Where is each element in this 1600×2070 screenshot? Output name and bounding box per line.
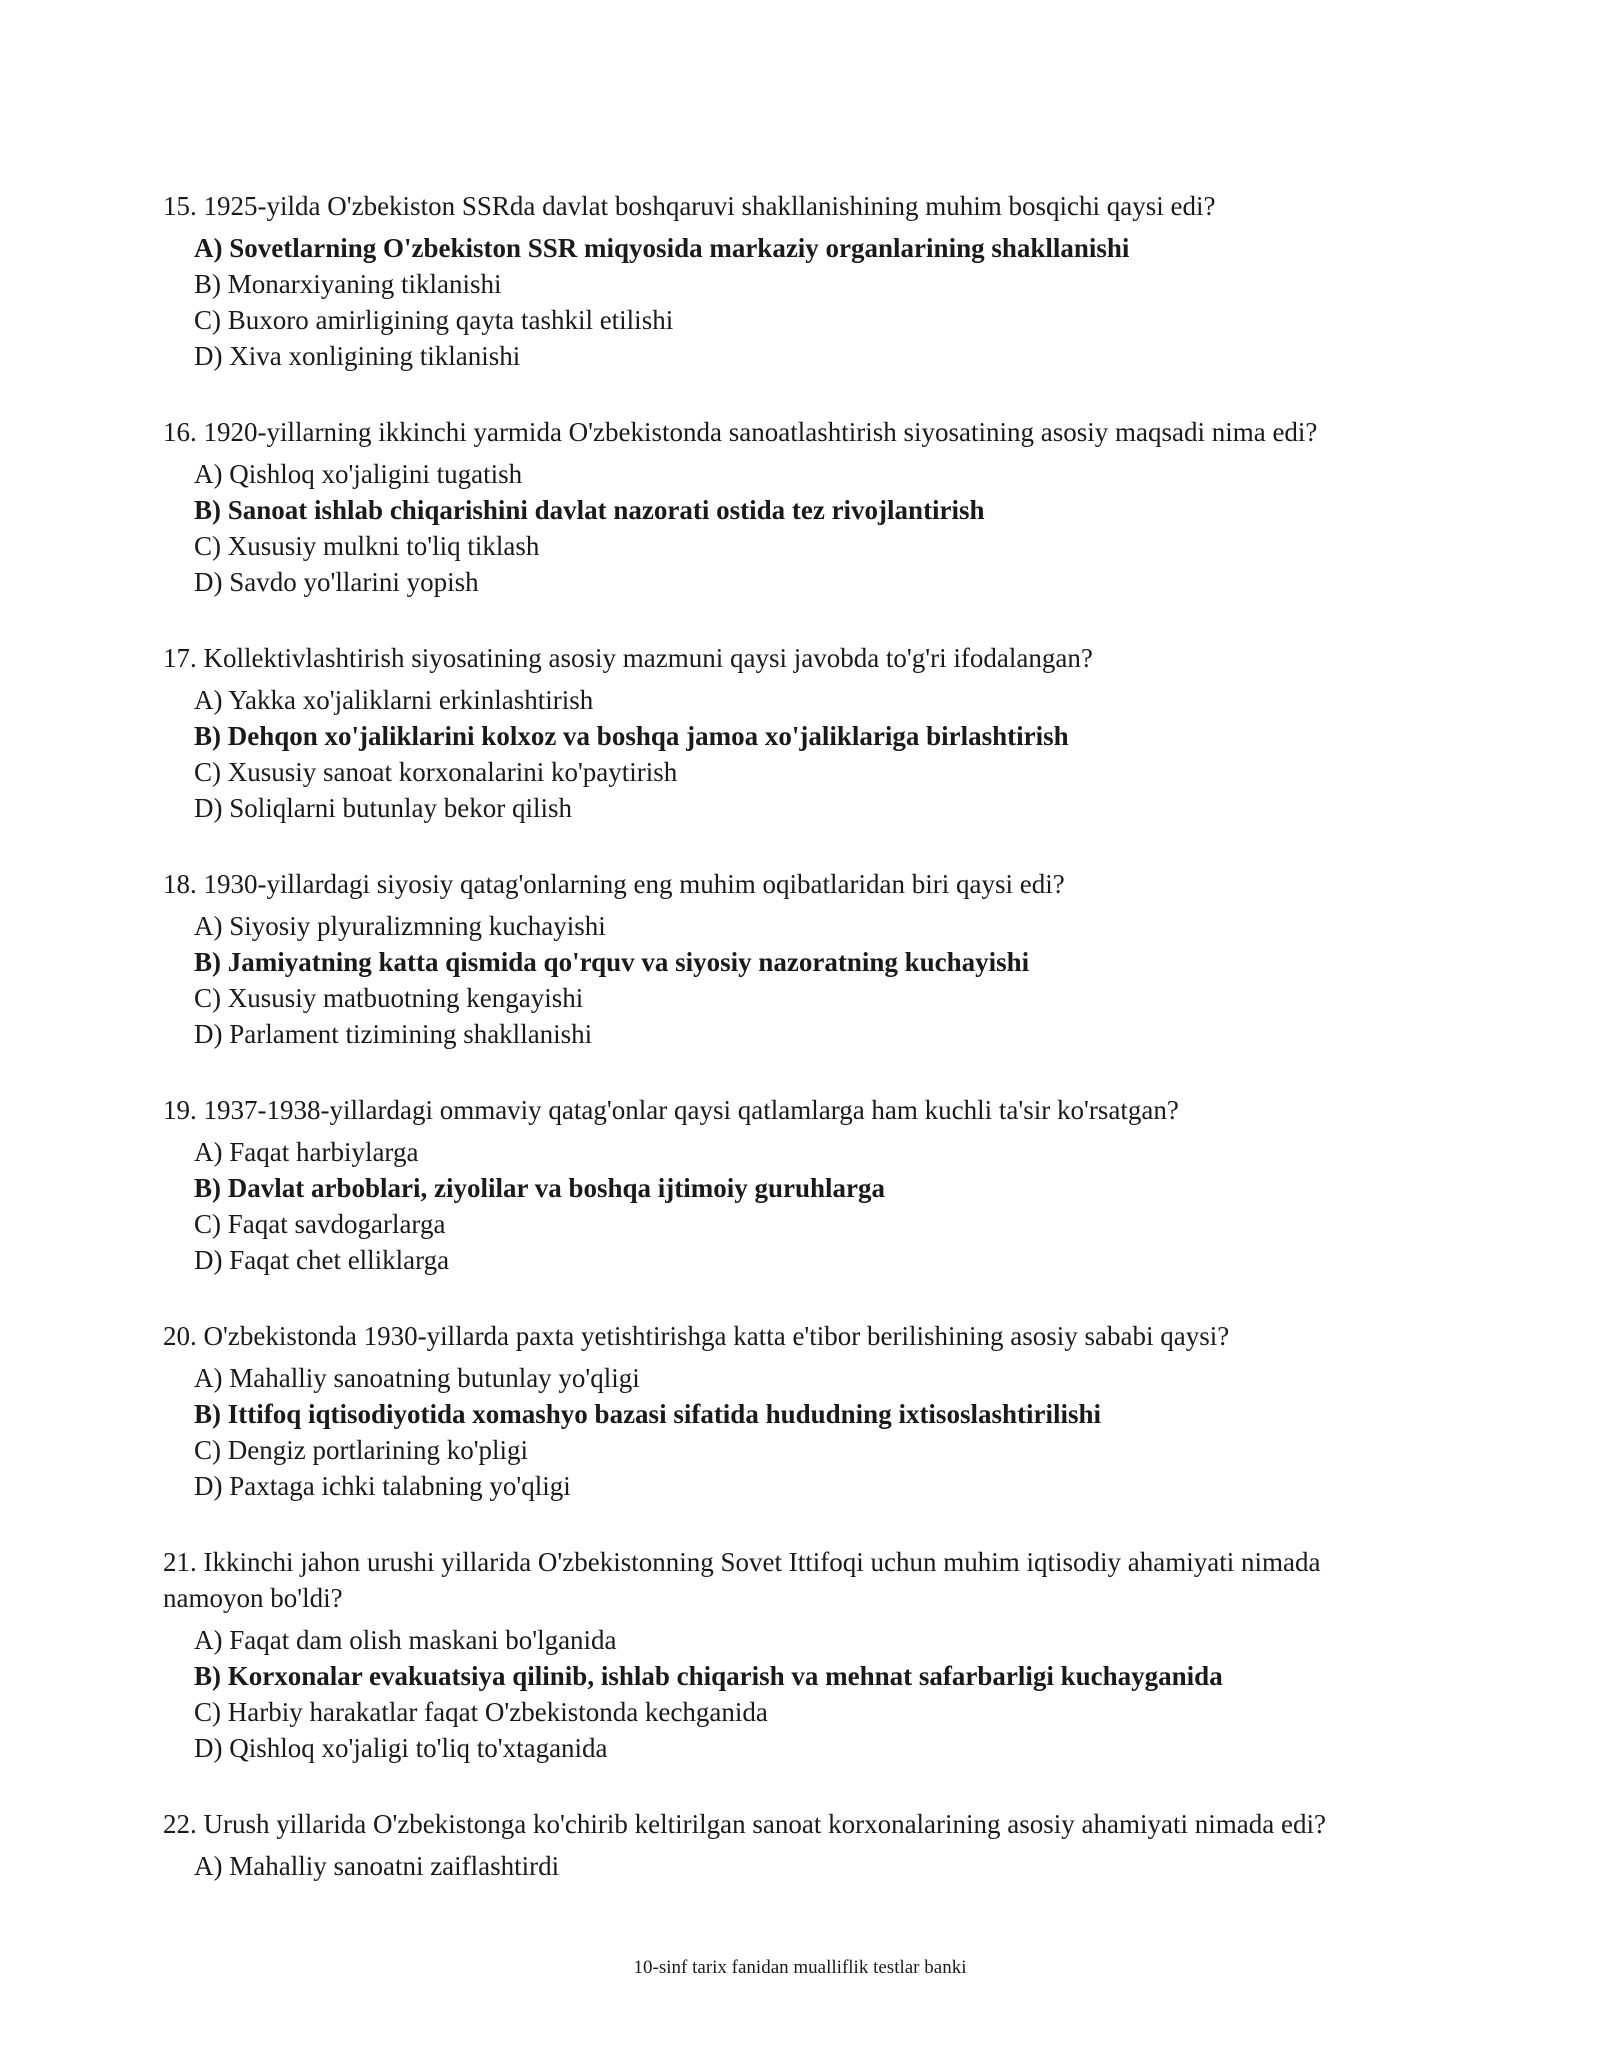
question-20 [163, 1318, 1423, 1504]
option-c: C) Dengiz portlarining ko'pligi [194, 1435, 529, 1465]
question-text: 20. O'zbekistonda 1930-yillarda paxta yetishtirishga katta e'tibor berilishining asosiy sababi qaysi? [163, 1321, 1230, 1351]
option-b: B) Sanoat ishlab chiqarishini davlat nazorati ostida tez rivojlantirish [194, 495, 985, 525]
option-a: A) Yakka xo'jaliklarni erkinlashtirish [194, 685, 594, 715]
option-c: C) Xususiy mulkni to'liq tiklash [194, 531, 540, 561]
option-d: D) Soliqlarni butunlay bekor qilish [194, 793, 572, 823]
option-a: A) Mahalliy sanoatning butunlay yo'qligi [194, 1363, 640, 1393]
question-21 [163, 1544, 1423, 1766]
question-19 [163, 1092, 1423, 1278]
option-c: C) Faqat savdogarlarga [194, 1209, 446, 1239]
answer-options [163, 1622, 1423, 1766]
answer-options [163, 682, 1423, 826]
option-b: B) Monarxiyaning tiklanishi [194, 269, 502, 299]
question-text: 18. 1930-yillardagi siyosiy qatag'onlarning eng muhim oqibatlaridan biri qaysi edi? [163, 869, 1065, 899]
question-text: 21. Ikkinchi jahon urushi yillarida O'zbekistonning Sovet Ittifoqi uchun muhim iqtisodiy ahamiyati nimada namoyon bo'ldi? [163, 1547, 1321, 1613]
option-c: C) Xususiy matbuotning kengayishi [194, 983, 584, 1013]
question-text: 17. Kollektivlashtirish siyosatining asosiy mazmuni qaysi javobda to'g'ri ifodalangan? [163, 643, 1093, 673]
option-b: B) Korxonalar evakuatsiya qilinib, ishlab chiqarish va mehnat safarbarligi kuchayganida [194, 1661, 1223, 1691]
page-footer: 10-sinf tarix fanidan mualliflik testlar banki [633, 1957, 967, 1978]
question-17 [163, 640, 1423, 826]
answer-options [163, 908, 1423, 1052]
question-15 [163, 188, 1423, 374]
answer-options [163, 230, 1423, 374]
option-c: C) Harbiy harakatlar faqat O'zbekistonda kechganida [194, 1697, 768, 1727]
question-text: 19. 1937-1938-yillardagi ommaviy qatag'onlar qaysi qatlamlarga ham kuchli ta'sir ko'rsatgan? [163, 1095, 1179, 1125]
option-a: A) Mahalliy sanoatni zaiflashtirdi [194, 1851, 560, 1881]
answer-options [163, 456, 1423, 600]
answer-options [163, 1360, 1423, 1504]
option-b: B) Dehqon xo'jaliklarini kolxoz va boshqa jamoa xo'jaliklariga birlashtirish [194, 721, 1069, 751]
option-a: A) Siyosiy plyuralizmning kuchayishi [194, 911, 606, 941]
option-a: A) Sovetlarning O'zbekiston SSR miqyosida markaziy organlarining shakllanishi [194, 233, 1130, 263]
option-d: D) Qishloq xo'jaligi to'liq to'xtaganida [194, 1733, 608, 1763]
option-d: D) Xiva xonligining tiklanishi [194, 341, 521, 371]
answer-options [163, 1848, 1423, 1884]
option-b: B) Davlat arboblari, ziyolilar va boshqa ijtimoiy guruhlarga [194, 1173, 886, 1203]
option-d: D) Savdo yo'llarini yopish [194, 567, 479, 597]
question-text: 16. 1920-yillarning ikkinchi yarmida O'zbekistonda sanoatlashtirish siyosatining asosiy maqsadi nima edi? [163, 417, 1318, 447]
option-a: A) Faqat dam olish maskani bo'lganida [194, 1625, 617, 1655]
test-document [163, 188, 1423, 1924]
option-b: B) Ittifoq iqtisodiyotida xomashyo bazasi sifatida hududning ixtisoslashtirilishi [194, 1399, 1101, 1429]
option-c: C) Buxoro amirligining qayta tashkil etilishi [194, 305, 674, 335]
option-d: D) Paxtaga ichki talabning yo'qligi [194, 1471, 571, 1501]
option-a: A) Faqat harbiylarga [194, 1137, 419, 1167]
option-d: D) Faqat chet elliklarga [194, 1245, 450, 1275]
option-d: D) Parlament tizimining shakllanishi [194, 1019, 593, 1049]
answer-options [163, 1134, 1423, 1278]
question-18 [163, 866, 1423, 1052]
question-22 [163, 1806, 1423, 1884]
option-a: A) Qishloq xo'jaligini tugatish [194, 459, 523, 489]
option-c: C) Xususiy sanoat korxonalarini ko'paytirish [194, 757, 678, 787]
question-16 [163, 414, 1423, 600]
question-text: 15. 1925-yilda O'zbekiston SSRda davlat boshqaruvi shakllanishining muhim bosqichi qaysi edi? [163, 191, 1216, 221]
option-b: B) Jamiyatning katta qismida qo'rquv va siyosiy nazoratning kuchayishi [194, 947, 1030, 977]
question-text: 22. Urush yillarida O'zbekistonga ko'chirib keltirilgan sanoat korxonalarining asosiy ahamiyati nimada edi? [163, 1809, 1326, 1839]
